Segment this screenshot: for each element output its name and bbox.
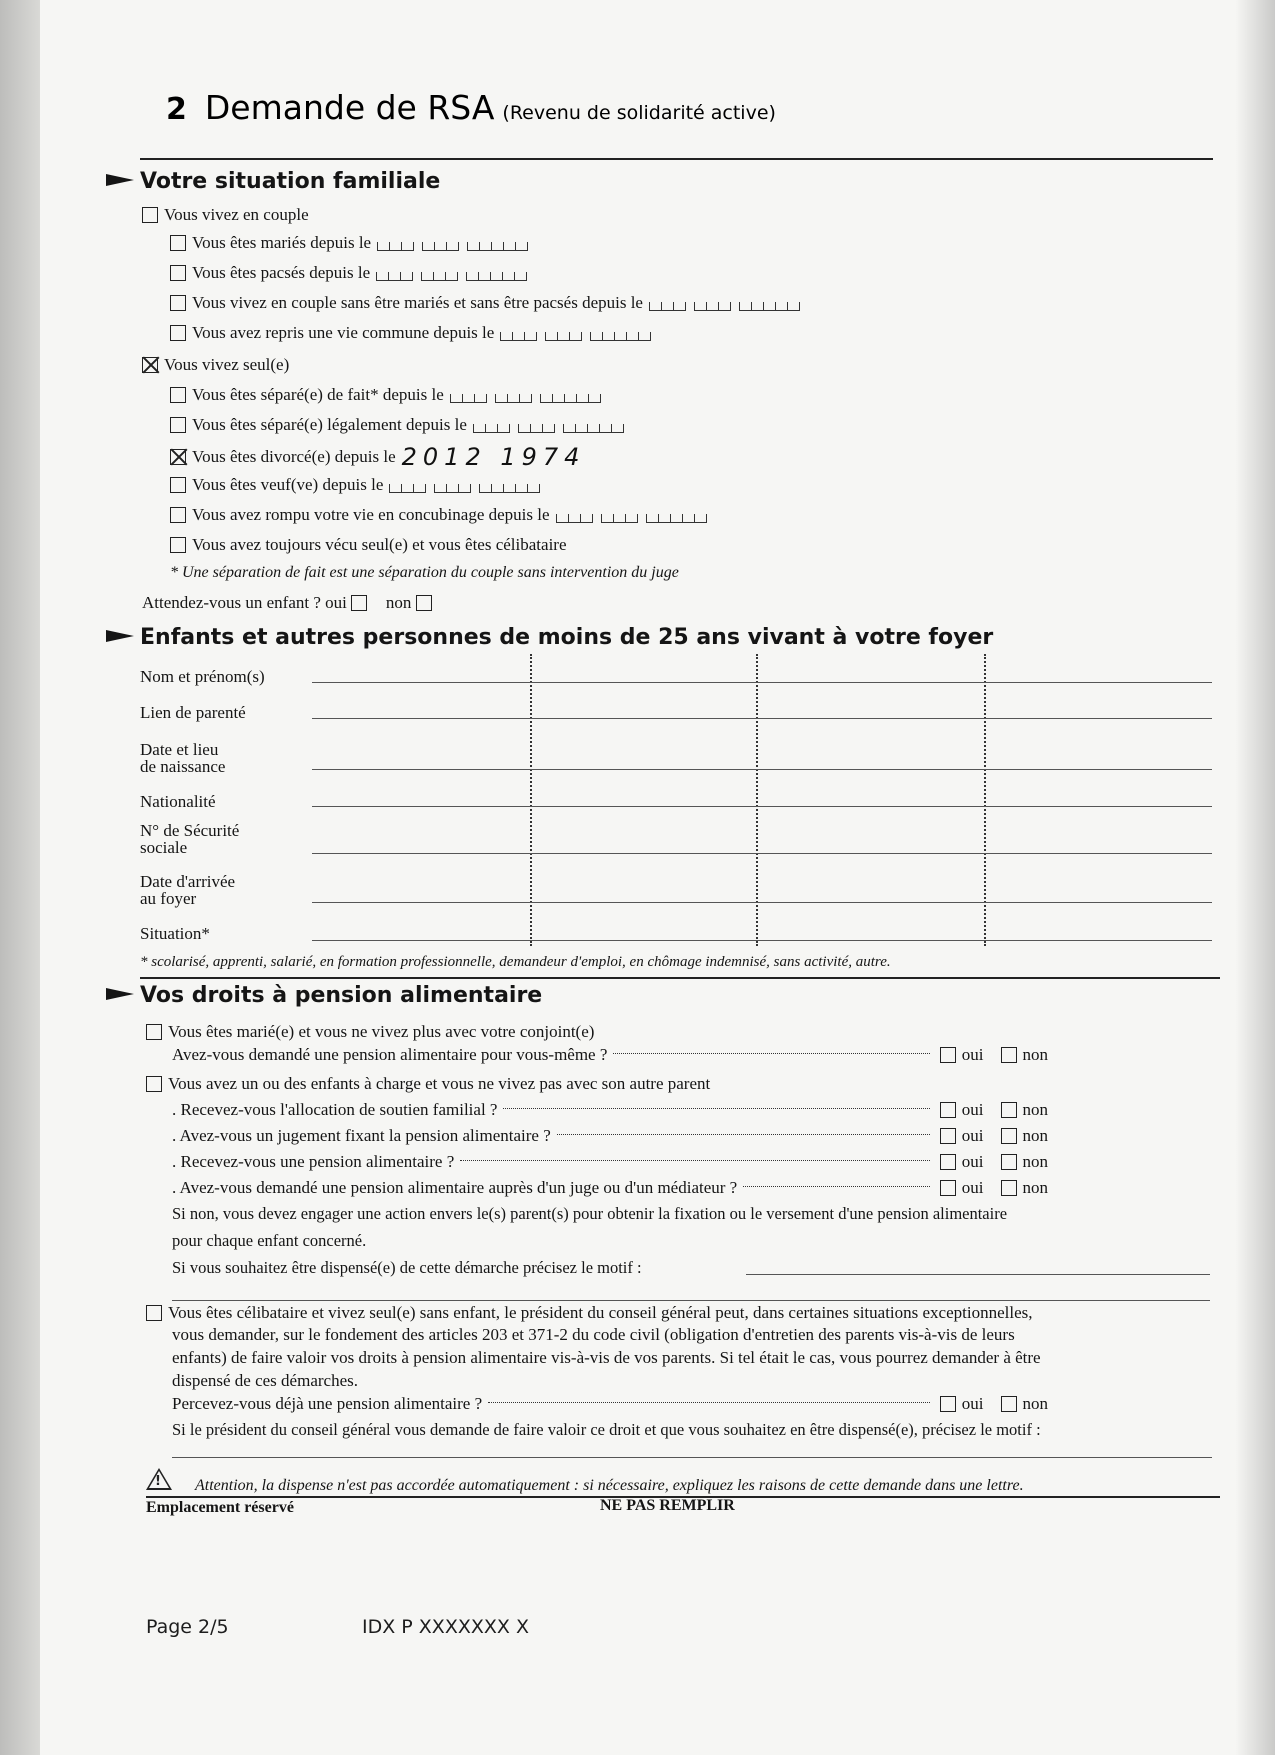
- row-label-arrival-2: au foyer: [140, 889, 197, 908]
- checkbox[interactable]: [170, 387, 186, 403]
- option-divorced[interactable]: Vous êtes divorcé(e) depuis le 2012 1974: [170, 443, 585, 471]
- answer-non[interactable]: non: [1001, 1394, 1049, 1414]
- date-field[interactable]: [473, 421, 632, 430]
- title-rule: [140, 158, 1213, 160]
- row-label-birth-2: de naissance: [140, 757, 226, 776]
- answer-non[interactable]: non: [1001, 1100, 1049, 1120]
- page-shadow-edge: [0, 0, 40, 1755]
- title-text: Demande de RSA: [204, 88, 495, 127]
- pension-q3b: Si le président du conseil général vous demande de faire valoir ce droit et que vous souhaitez en être dispensé(e), précisez le motif :: [172, 1420, 1041, 1439]
- pension-q2c: . Recevez-vous une pension alimentaire ? oui non: [172, 1152, 1048, 1171]
- title-subtitle: (Revenu de solidarité active): [502, 102, 776, 124]
- pension-q1[interactable]: Vous êtes marié(e) et vous ne vivez plus avec votre conjoint(e): [146, 1022, 594, 1042]
- input-line-ssn[interactable]: [312, 853, 1212, 854]
- option-concubinage-broken[interactable]: Vous avez rompu votre vie en concubinage depuis le: [170, 505, 715, 525]
- children-rule: [140, 977, 1220, 979]
- answer-oui[interactable]: oui: [940, 1045, 984, 1065]
- family-section-heading: Votre situation familiale: [106, 169, 440, 194]
- checkbox[interactable]: [142, 207, 158, 223]
- checkbox-oui[interactable]: [940, 1128, 956, 1144]
- checkbox-oui[interactable]: [940, 1102, 956, 1118]
- checkbox[interactable]: [170, 477, 186, 493]
- checkbox-non[interactable]: [1001, 1102, 1017, 1118]
- motif-input-line-3[interactable]: [172, 1457, 1212, 1458]
- arrow-icon: [106, 174, 134, 186]
- option-married[interactable]: Vous êtes mariés depuis le: [170, 233, 536, 253]
- pension-q3-line3: enfants) de faire valoir vos droits à pension alimentaire vis-à-vis de vos parents. Si tel était le cas, vous pourrez demander à être: [172, 1348, 1041, 1367]
- checkbox[interactable]: [170, 507, 186, 523]
- checkbox[interactable]: [170, 417, 186, 433]
- page-title: [166, 88, 776, 127]
- answer-non[interactable]: non: [1001, 1126, 1049, 1146]
- date-field[interactable]: [500, 329, 659, 338]
- row-label-name: Nom et prénom(s): [140, 667, 265, 686]
- answer-non[interactable]: non: [1001, 1178, 1049, 1198]
- input-line-relation[interactable]: [312, 718, 1212, 719]
- row-label-birth: Date et lieu: [140, 740, 219, 759]
- expecting-child-question: Attendez-vous un enfant ? oui non: [142, 593, 438, 613]
- checkbox-non[interactable]: [1001, 1180, 1017, 1196]
- option-alone[interactable]: Vous vivez seul(e): [142, 355, 289, 375]
- option-cohabiting[interactable]: Vous vivez en couple sans être mariés et sans être pacsés depuis le: [170, 293, 808, 313]
- option-resumed[interactable]: Vous avez repris une vie commune depuis le: [170, 323, 659, 343]
- checkbox-non[interactable]: [1001, 1047, 1017, 1063]
- checkbox[interactable]: [146, 1305, 162, 1321]
- option-separated-legal[interactable]: Vous êtes séparé(e) légalement depuis le: [170, 415, 632, 435]
- checkbox-checked[interactable]: [170, 449, 186, 465]
- checkbox-oui[interactable]: [940, 1154, 956, 1170]
- motif-input-line-2[interactable]: [172, 1300, 1210, 1301]
- pension-q3-line2: vous demander, sur le fondement des articles 203 et 371-2 du code civil (obligation d'entretien des parents vis-à-vis de leurs: [172, 1325, 1015, 1344]
- input-line-birth[interactable]: [312, 769, 1212, 770]
- checkbox-non[interactable]: [1001, 1154, 1017, 1170]
- answer-oui[interactable]: oui: [940, 1394, 984, 1414]
- warning-icon-mark: !: [155, 1474, 161, 1489]
- checkbox-oui[interactable]: [351, 595, 367, 611]
- checkbox[interactable]: [170, 295, 186, 311]
- children-section-heading: Enfants et autres personnes de moins de 25 ans vivant à votre foyer: [106, 625, 993, 650]
- checkbox[interactable]: [170, 235, 186, 251]
- checkbox-non[interactable]: [1001, 1396, 1017, 1412]
- date-field[interactable]: [450, 391, 609, 400]
- arrow-icon: [106, 630, 134, 642]
- checkbox-checked[interactable]: [142, 357, 158, 373]
- arrow-icon: [106, 988, 134, 1000]
- pension-section-heading: Vos droits à pension alimentaire: [106, 983, 542, 1008]
- date-field[interactable]: [377, 239, 536, 248]
- option-pacs[interactable]: Vous êtes pacsés depuis le: [170, 263, 535, 283]
- pension-q3a: Percevez-vous déjà une pension alimentaire ? oui non: [172, 1394, 1048, 1413]
- checkbox-oui[interactable]: [940, 1396, 956, 1412]
- family-footnote: * Une séparation de fait est une séparation du couple sans intervention du juge: [170, 564, 679, 581]
- page-number: Page 2/5: [146, 1616, 229, 1638]
- option-couple[interactable]: Vous vivez en couple: [142, 205, 309, 225]
- attention-note: Attention, la dispense n'est pas accordée automatiquement : si nécessaire, expliquez les raisons de cette demande dans une lettre.: [195, 1477, 1024, 1494]
- pension-q2[interactable]: Vous avez un ou des enfants à charge et vous ne vivez pas avec son autre parent: [146, 1074, 710, 1094]
- pension-q3[interactable]: Vous êtes célibataire et vivez seul(e) sans enfant, le président du conseil général peut, dans certaines situations exceptionnelles,: [146, 1303, 1033, 1323]
- page-shadow-right: [1235, 0, 1275, 1755]
- checkbox[interactable]: [146, 1024, 162, 1040]
- date-field[interactable]: [556, 511, 715, 520]
- date-field[interactable]: [649, 299, 808, 308]
- checkbox-oui[interactable]: [940, 1047, 956, 1063]
- date-field[interactable]: [376, 269, 535, 278]
- checkbox[interactable]: [170, 537, 186, 553]
- section-number: 2: [166, 92, 187, 127]
- checkbox[interactable]: [170, 265, 186, 281]
- checkbox-non[interactable]: [416, 595, 432, 611]
- divorce-date-handwritten[interactable]: 2012 1974: [401, 443, 586, 471]
- row-label-situation: Situation*: [140, 924, 210, 943]
- input-line-arrival[interactable]: [312, 902, 1212, 903]
- checkbox[interactable]: [170, 325, 186, 341]
- pension-q3-line4: dispensé de ces démarches.: [172, 1371, 358, 1390]
- form-code: IDX P XXXXXXX X: [362, 1616, 529, 1638]
- row-label-arrival: Date d'arrivée: [140, 872, 236, 891]
- pension-q2a: . Recevez-vous l'allocation de soutien familial ? oui non: [172, 1100, 1048, 1119]
- answer-non[interactable]: non: [1001, 1045, 1049, 1065]
- children-footnote: * scolarisé, apprenti, salarié, en formation professionnelle, demandeur d'emploi, en chômage indemnisé, sans activité, autre.: [140, 954, 891, 970]
- motif-input-line[interactable]: [746, 1274, 1210, 1275]
- reserved-label: Emplacement réservé: [146, 1499, 294, 1516]
- pension-q1a: Avez-vous demandé une pension alimentaire pour vous-même ? oui non: [172, 1045, 1048, 1064]
- answer-oui[interactable]: oui: [940, 1152, 984, 1172]
- row-label-ssn: N° de Sécurité: [140, 821, 240, 840]
- row-label-ssn-2: sociale: [140, 838, 188, 857]
- answer-non[interactable]: non: [1001, 1152, 1049, 1172]
- option-separated-fact[interactable]: Vous êtes séparé(e) de fait* depuis le: [170, 385, 609, 405]
- pension-note-1: Si non, vous devez engager une action envers le(s) parent(s) pour obtenir la fixation ou le versement d'une pension alimentaire: [172, 1204, 1008, 1223]
- pension-q2b: . Avez-vous un jugement fixant la pension alimentaire ? oui non: [172, 1126, 1048, 1145]
- input-line-nationality[interactable]: [312, 806, 1212, 807]
- input-line-name[interactable]: [312, 682, 1212, 683]
- answer-oui[interactable]: oui: [940, 1100, 984, 1120]
- do-not-fill-label: NE PAS REMPLIR: [600, 1497, 735, 1514]
- date-field[interactable]: [389, 481, 548, 490]
- checkbox-non[interactable]: [1001, 1128, 1017, 1144]
- checkbox[interactable]: [146, 1076, 162, 1092]
- row-label-nationality: Nationalité: [140, 792, 216, 811]
- input-line-situation[interactable]: [312, 940, 1212, 941]
- checkbox-oui[interactable]: [940, 1180, 956, 1196]
- pension-motif-label: Si vous souhaitez être dispensé(e) de cette démarche précisez le motif :: [172, 1258, 642, 1277]
- pension-q2d: . Avez-vous demandé une pension alimentaire auprès d'un juge ou d'un médiateur ? oui non: [172, 1178, 1048, 1197]
- option-widowed[interactable]: Vous êtes veuf(ve) depuis le: [170, 475, 548, 495]
- row-label-relation: Lien de parenté: [140, 703, 246, 722]
- answer-oui[interactable]: oui: [940, 1126, 984, 1146]
- answer-oui[interactable]: oui: [940, 1178, 984, 1198]
- option-always-single[interactable]: Vous avez toujours vécu seul(e) et vous êtes célibataire: [170, 535, 567, 555]
- pension-note-2: pour chaque enfant concerné.: [172, 1231, 367, 1250]
